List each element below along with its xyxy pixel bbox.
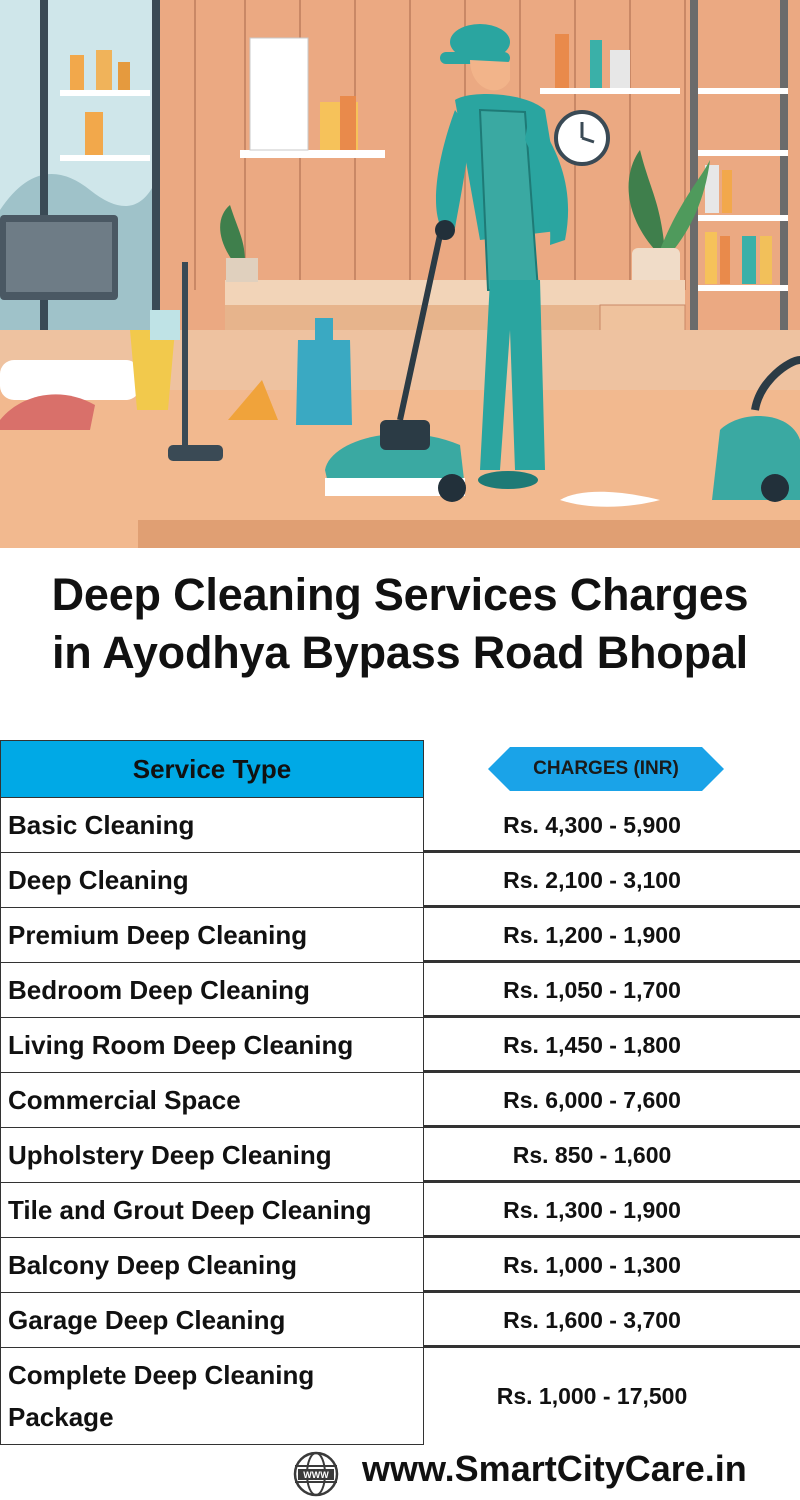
service-cell: Garage Deep Cleaning [0,1293,424,1348]
service-cell: Deep Cleaning [0,853,424,908]
table-row [0,1073,800,1128]
service-cell [0,1348,424,1445]
service-cell-line-2: Package [8,1402,114,1432]
charges-cell: Rs. 1,450 - 1,800 [503,1032,681,1058]
header-service-type: Service Type [0,740,424,798]
charges-cell: Rs. 4,300 - 5,900 [503,812,681,838]
charges-cell: Rs. 1,200 - 1,900 [503,922,681,948]
page-title-line-2: in Ayodhya Bypass Road Bhopal [52,627,748,678]
table-header-row [0,740,800,798]
charges-badge [488,747,724,791]
table-row [0,1293,800,1348]
service-cell: Living Room Deep Cleaning [0,1018,424,1073]
service-cell: Upholstery Deep Cleaning [0,1128,424,1183]
charges-cell: Rs. 1,000 - 1,300 [503,1252,681,1278]
service-cell-line-1: Complete Deep Cleaning [8,1360,315,1390]
service-cell: Tile and Grout Deep Cleaning [0,1183,424,1238]
table-row [0,1348,800,1445]
table-row [0,1238,800,1293]
website-url: www.SmartCityCare.in [362,1448,747,1489]
charges-cell: Rs. 1,000 - 17,500 [496,1383,688,1409]
hero-illustration [0,0,800,548]
table-row [0,908,800,963]
service-cell: Bedroom Deep Cleaning [0,963,424,1018]
table-row [0,1128,800,1183]
header-charges [424,740,800,798]
globe-icon [292,1450,340,1498]
service-cell: Premium Deep Cleaning [0,908,424,963]
page-title-line-1: Deep Cleaning Services Charges [51,569,749,620]
charges-cell: Rs. 6,000 - 7,600 [503,1087,681,1113]
table-row [0,963,800,1018]
price-table [0,740,800,1445]
service-cell: Commercial Space [0,1073,424,1128]
table-row [0,798,800,853]
footer [0,1444,800,1500]
service-cell: Basic Cleaning [0,798,424,853]
table-row [0,853,800,908]
table-row [0,1183,800,1238]
charges-cell: Rs. 850 - 1,600 [512,1142,672,1168]
service-cell: Balcony Deep Cleaning [0,1238,424,1293]
table-row [0,1018,800,1073]
charges-badge-label: CHARGES (INR) [533,758,679,779]
charges-cell: Rs. 1,300 - 1,900 [503,1197,681,1223]
page-title [0,566,800,682]
charges-cell: Rs. 1,050 - 1,700 [503,977,681,1003]
charges-cell: Rs. 1,600 - 3,700 [503,1307,681,1333]
charges-cell: Rs. 2,100 - 3,100 [503,867,681,893]
globe-label: WWW [303,1470,329,1480]
